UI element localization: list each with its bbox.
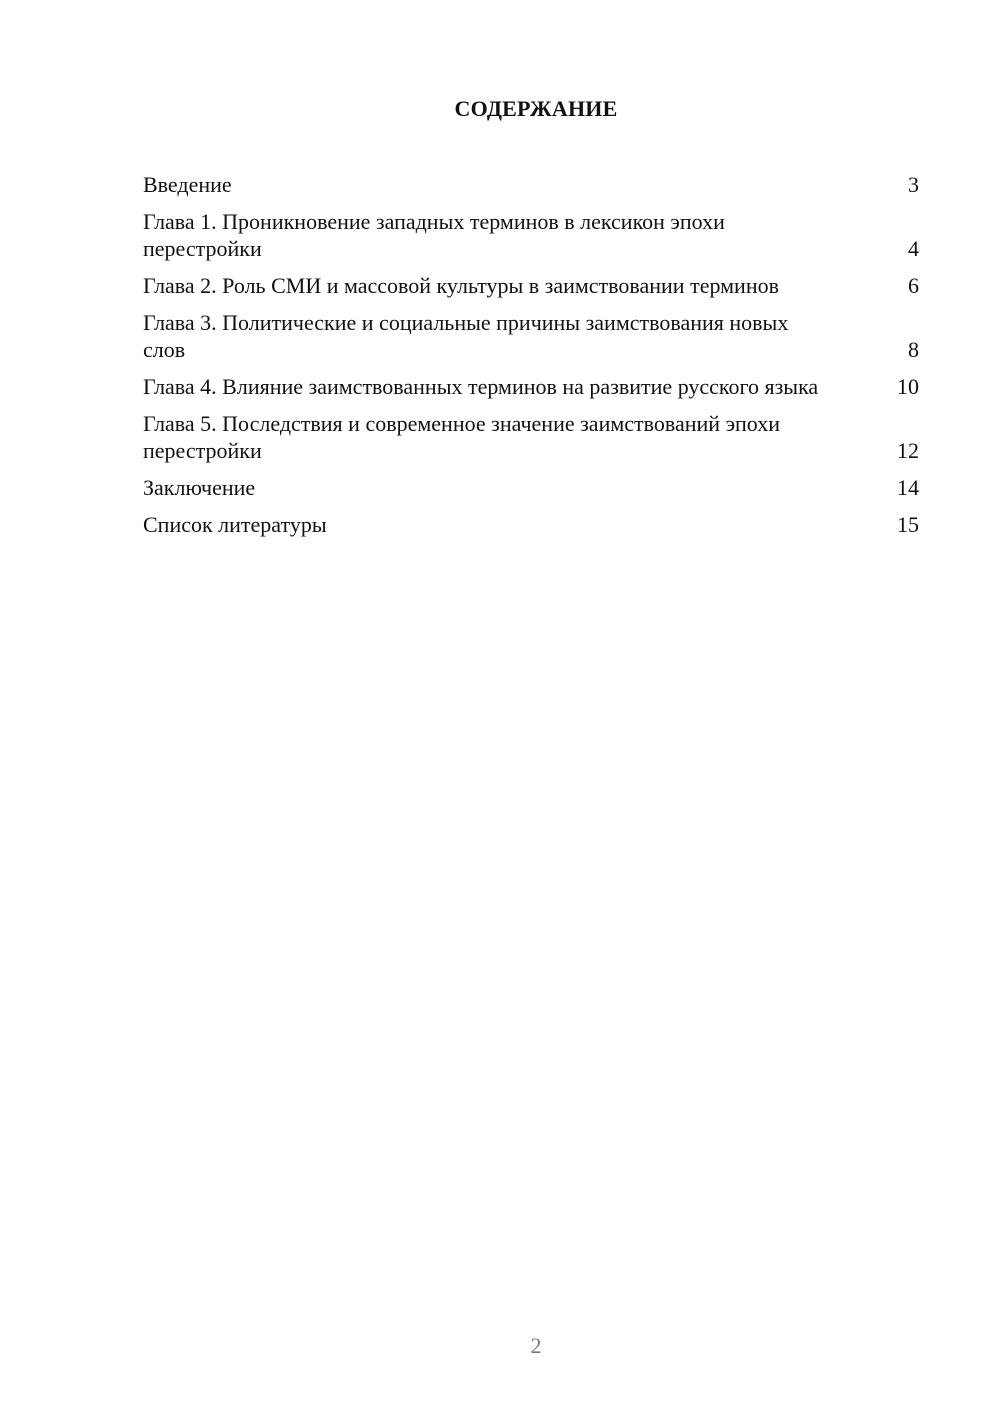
toc-entry-title: Заключение bbox=[143, 475, 256, 500]
toc-entry-title: Глава 5. Последствия и современное значение заимствований эпохи перестройки bbox=[143, 411, 781, 463]
toc-entry-page: 14 bbox=[897, 475, 919, 500]
toc-entry-page: 15 bbox=[897, 512, 919, 537]
toc-entry-title: Список литературы bbox=[143, 512, 327, 537]
toc-entry[interactable] bbox=[143, 171, 919, 198]
toc-entry[interactable] bbox=[143, 373, 919, 400]
toc-entry-page: 6 bbox=[908, 273, 919, 298]
toc-entry[interactable] bbox=[143, 208, 919, 262]
toc-entry[interactable] bbox=[143, 511, 919, 538]
toc-entry-title: Введение bbox=[143, 172, 232, 197]
table-of-contents bbox=[143, 171, 919, 548]
toc-entry-title: Глава 4. Влияние заимствованных терминов на развитие русского языка bbox=[143, 374, 819, 399]
toc-entry-page: 8 bbox=[908, 337, 919, 362]
toc-entry[interactable] bbox=[143, 410, 919, 464]
toc-entry[interactable] bbox=[143, 309, 919, 363]
toc-entry[interactable] bbox=[143, 272, 919, 299]
toc-entry-title: Глава 1. Проникновение западных терминов в лексикон эпохи перестройки bbox=[143, 209, 725, 261]
toc-entry-page: 3 bbox=[908, 172, 919, 197]
toc-entry-page: 4 bbox=[908, 236, 919, 261]
toc-entry-title: Глава 3. Политические и социальные причины заимствования новых слов bbox=[143, 310, 789, 362]
toc-entry[interactable] bbox=[143, 474, 919, 501]
toc-entry-page: 10 bbox=[897, 374, 919, 399]
toc-entry-page: 12 bbox=[897, 438, 919, 463]
toc-entry-title: Глава 2. Роль СМИ и массовой культуры в заимствовании терминов bbox=[143, 273, 779, 298]
page-number: 2 bbox=[530, 1333, 542, 1358]
page-title: СОДЕРЖАНИЕ bbox=[454, 96, 618, 121]
